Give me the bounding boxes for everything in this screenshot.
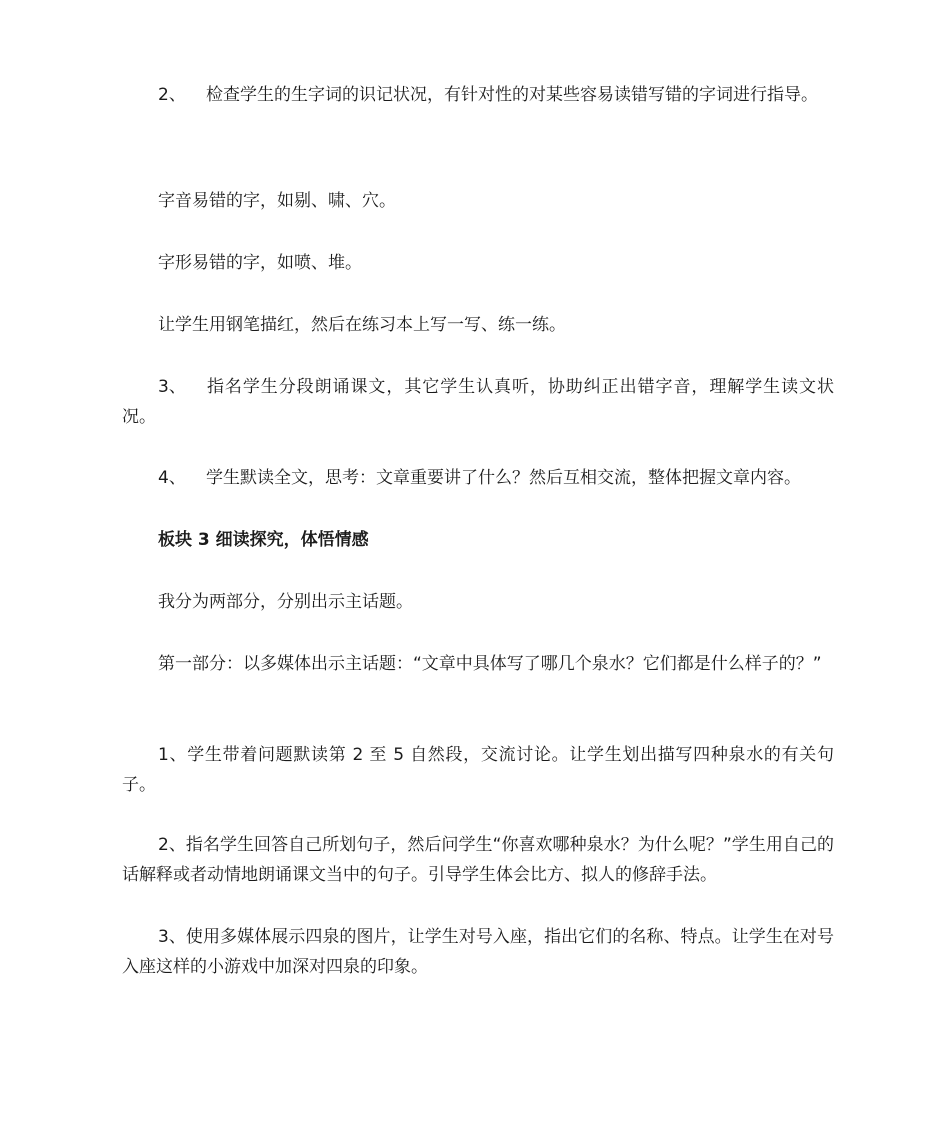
- section-heading: [122, 525, 834, 555]
- paragraph-part-one: [122, 649, 834, 679]
- paragraph-text: 学生默读全文，思考：文章重要讲了什么？然后互相交流，整体把握文章内容。: [206, 468, 801, 488]
- paragraph-item-4: [122, 463, 834, 493]
- paragraph-text: 第一部分：以多媒体出示主话题：“文章中具体写了哪几个泉水？它们都是什么样子的？”: [158, 654, 822, 674]
- paragraph-text: 2、指名学生回答自己所划句子，然后问学生“你喜欢哪种泉水？为什么呢？”学生用自己的话解释或者动情地朗诵课文当中的句子。引导学生体会比方、拟人的修辞手法。: [122, 835, 834, 885]
- paragraph-item-3: [122, 372, 834, 432]
- item-number: 2、: [158, 85, 186, 105]
- paragraph-text: 我分为两部分，分别出示主话题。: [158, 592, 413, 612]
- heading-text: 板块 3 细读探究，体悟情感: [158, 530, 369, 550]
- paragraph-text: 指名学生分段朗诵课文，其它学生认真听，协助纠正出错字音，理解学生读文状况。: [122, 377, 834, 427]
- item-number: 4、: [158, 468, 186, 488]
- paragraph-step-3: [122, 922, 834, 982]
- paragraph-pronunciation: [122, 186, 834, 216]
- item-number: 3、: [158, 377, 186, 397]
- paragraph-glyph: [122, 248, 834, 278]
- paragraph-item-2: [122, 80, 834, 110]
- paragraph-step-1: [122, 740, 834, 800]
- paragraph-text: 检查学生的生字词的识记状况，有针对性的对某些容易读错写错的字词进行指导。: [206, 85, 818, 105]
- paragraph-text: 让学生用钢笔描红，然后在练习本上写一写、练一练。: [158, 315, 566, 335]
- paragraph-practice: [122, 310, 834, 340]
- paragraph-step-2: [122, 830, 834, 890]
- paragraph-intro: [122, 587, 834, 617]
- paragraph-text: 字形易错的字，如喷、堆。: [158, 253, 362, 273]
- paragraph-text: 字音易错的字，如剔、啸、穴。: [158, 191, 396, 211]
- paragraph-text: 3、使用多媒体展示四泉的图片，让学生对号入座，指出它们的名称、特点。让学生在对号入座这样的小游戏中加深对四泉的印象。: [122, 927, 834, 977]
- paragraph-text: 1、学生带着问题默读第 2 至 5 自然段，交流讨论。让学生划出描写四种泉水的有关句子。: [122, 745, 834, 795]
